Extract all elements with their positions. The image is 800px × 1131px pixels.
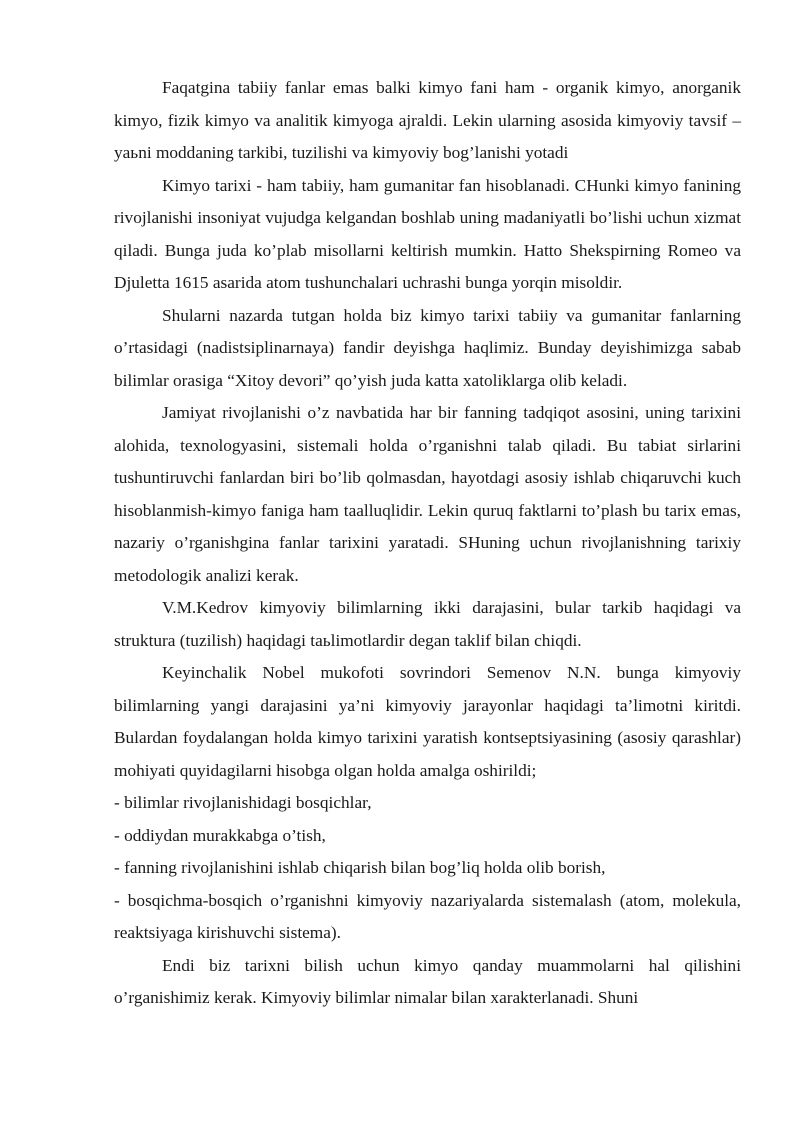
paragraph: Kimyo tarixi - ham tabiiy, ham gumanitar fan hisoblanadi. CHunki kimyo fanining rivojlanishi insoniyat vujudga kelgandan boshlab uning madaniyatli bo’lishi uchun xizmat qiladi. Bunga juda ko’plab misollarni keltirish mumkin. Hatto Shekspirning Romeo va Djuletta 1615 asarida atom tushunchalari uchrashi bunga yorqin misoldir.: [114, 175, 741, 292]
paragraph: Shularni nazarda tutgan holda biz kimyo tarixi tabiiy va gumanitar fanlarning o’rtasidagi (nadistsiplinarnaya) fandir deyishga haqlimiz. Bunday deyishimizga sabab bilimlar orasiga “Xitoy devori” qo’yish juda katta xatoliklarga olib keladi.: [114, 305, 741, 390]
list-item: - oddiydan murakkabga o’tish,: [114, 825, 326, 845]
list-item: - fanning rivojlanishini ishlab chiqarish bilan bog’liq holda olib borish,: [114, 858, 606, 877]
paragraph: Keyinchalik Nobel mukofoti sovrindori Semenov N.N. bunga kimyoviy bilimlarning yangi darajasini ya’ni kimyoviy jarayonlar haqidagi ta’limotni kiritdi. Bulardan foydalangan holda kimyo tarixini yaratish kontseptsiyasining (asosiy qarashlar) mohiyati quyidagilarni hisobga olgan holda amalga oshirildi;: [114, 663, 741, 780]
document-page: [114, 72, 741, 1015]
paragraph: Jamiyat rivojlanishi o’z navbatida har bir fanning tadqiqot asosini, uning tarixini alohida, texnologyasini, sistemali holda o’rganishni talab qiladi. Bu tabiat sirlarini tushuntiruvchi fanlardan biri bo’lib qolmasdan, hayotdagi asosiy ishlab chiqaruvchi kuch hisoblanmish-kimyo faniga ham taalluqlidir. Lekin quruq faktlarni to’plash bu tarix emas, nazariy o’rganishgina fanlar tarixini yaratadi. SHuning uchun rivojlanishning tarixiy metodologik analizi kerak.: [114, 403, 741, 585]
paragraph: Faqatgina tabiiy fanlar emas balki kimyo fani ham - organik kimyo, anorganik kimyo, fizik kimyo va analitik kimyoga ajraldi. Lekin ularning asosida kimyoviy tavsif – yaьni moddaning tarkibi, tuzilishi va kimyoviy bog’lanishi yotadi: [114, 78, 741, 162]
list-item: - bilimlar rivojlanishidagi bosqichlar,: [114, 793, 372, 812]
paragraph: V.M.Kedrov kimyoviy bilimlarning ikki darajasini, bular tarkib haqidagi va struktura (tuzilish) haqidagi taьlimotlardir degan taklif bilan chiqdi.: [114, 598, 741, 650]
paragraph-final: Endi biz tarixni bilish uchun kimyo qanday muammolarni hal qilishini o’rganishimiz kerak. Kimyoviy bilimlar nimalar bilan xarakterlanadi. Shuni: [114, 955, 741, 1007]
list-item: - bosqichma-bosqich o’rganishni kimyoviy nazariyalarda sistemalash (atom, molekula, reaktsiyaga kirishuvchi sistema).: [114, 890, 741, 942]
